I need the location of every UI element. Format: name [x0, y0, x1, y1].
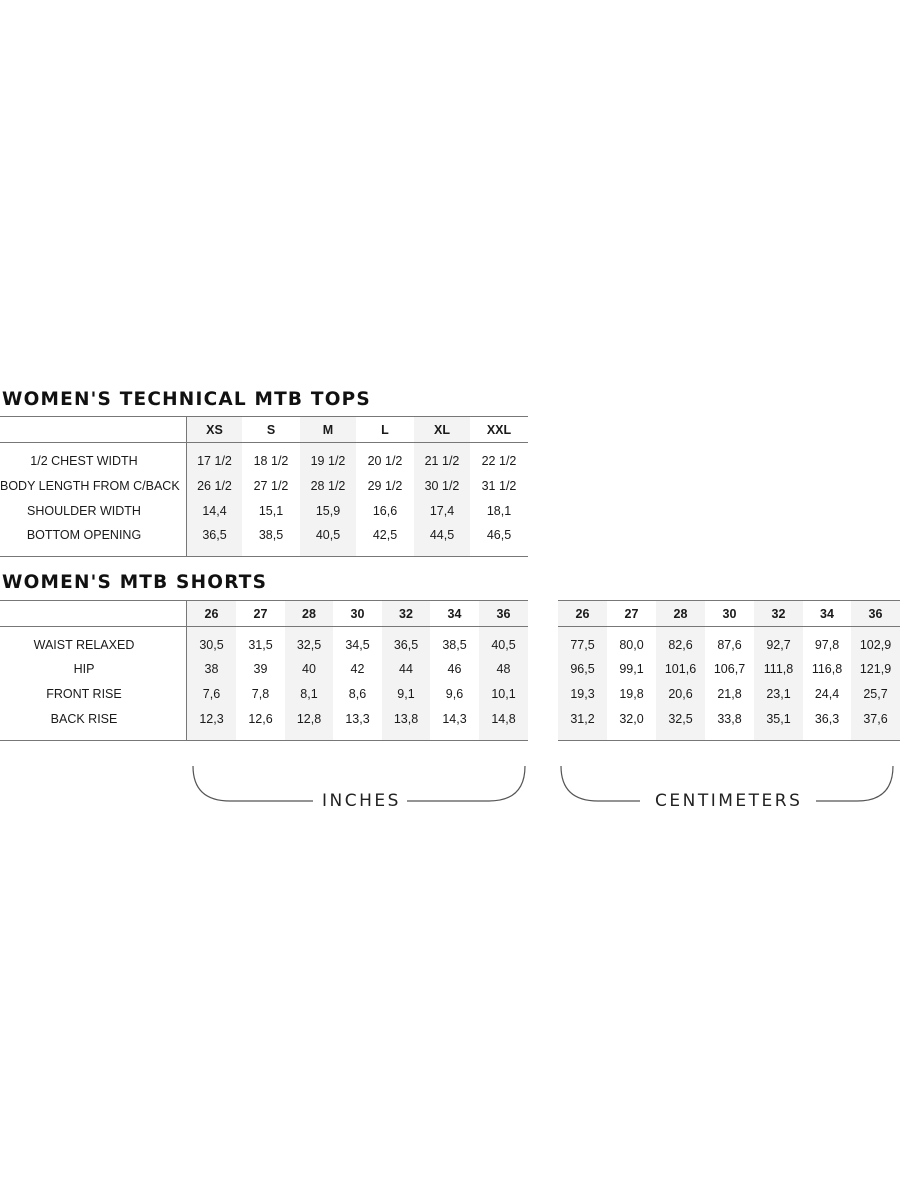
shorts-inches-cell: 48: [496, 662, 511, 676]
tops-cell: 40,5: [315, 528, 341, 542]
shorts-cm-cell: 97,8: [814, 638, 840, 652]
shorts-size-header: 28: [302, 607, 316, 621]
shorts-row-label: BACK RISE: [50, 712, 118, 726]
tops-cell: 15,1: [258, 504, 284, 518]
shorts-cm-size-header: 32: [771, 607, 786, 621]
shorts-size-header: 36: [496, 607, 511, 621]
shorts-cm-cell: 92,7: [766, 638, 791, 652]
tops-size-header: XS: [206, 423, 223, 437]
shorts-cm-cell: 35,1: [766, 712, 791, 726]
shorts-inches-cell: 40: [302, 662, 316, 676]
tops-size-header: M: [322, 423, 334, 437]
tops-cell: 44,5: [429, 528, 455, 542]
shorts-cm-cell: 77,5: [570, 638, 595, 652]
shorts-cm-cell: 111,8: [763, 662, 794, 676]
tops-cell: 15,9: [315, 504, 341, 518]
shorts-cm-size-header: 27: [624, 607, 639, 621]
tops-cell: 20 1/2: [367, 454, 403, 468]
shorts-cm-cell: 24,4: [814, 687, 840, 701]
shorts-inches-cell: 40,5: [491, 638, 516, 652]
tops-cell: 42,5: [372, 528, 398, 542]
shorts-inches-cell: 12,3: [199, 712, 224, 726]
shorts-inches-cell: 46: [447, 662, 462, 676]
shorts-inches-cell: 8,1: [300, 687, 318, 701]
shorts-inches-cell: 10,1: [491, 687, 516, 701]
shorts-cm-cell: 33,8: [717, 712, 742, 726]
tops-size-header: XXL: [486, 423, 512, 437]
shorts-cm-cell: 36,3: [814, 712, 840, 726]
shorts-cm-size-header: 30: [722, 607, 737, 621]
tops-cell: 46,5: [486, 528, 512, 542]
shorts-size-header: 34: [447, 607, 462, 621]
shorts-inches-cell: 32,5: [296, 638, 322, 652]
tops-cell: 26 1/2: [197, 479, 232, 493]
shorts-inches-cell: 30,5: [199, 638, 224, 652]
tops-cell: 16,6: [372, 504, 398, 518]
shorts-inches-cell: 13,3: [345, 712, 370, 726]
shorts-size-header: 27: [253, 607, 268, 621]
tops-cell: 18,1: [486, 504, 512, 518]
shorts-size-header: 26: [204, 607, 219, 621]
shorts-inches-cell: 42: [350, 662, 365, 676]
shorts-cm-cell: 31,2: [570, 712, 595, 726]
shorts-cm-cell: 32,0: [619, 712, 644, 726]
shorts-cm-cell: 32,5: [668, 712, 693, 726]
tops-cell: 22 1/2: [481, 454, 517, 468]
shorts-cm-cell: 25,7: [863, 687, 888, 701]
shorts-inches-cell: 7,8: [251, 687, 270, 701]
shorts-row-label: FRONT RISE: [46, 687, 122, 701]
tops-cell: 28 1/2: [310, 479, 346, 493]
shorts-cm-size-header: 36: [868, 607, 883, 621]
shorts-inches-cell: 9,6: [445, 687, 464, 701]
shorts-size-header: 30: [350, 607, 365, 621]
shorts-cm-cell: 87,6: [717, 638, 742, 652]
tops-row-label: SHOULDER WIDTH: [27, 504, 141, 518]
shorts-cm-cell: 21,8: [717, 687, 742, 701]
shorts-inches-cell: 44: [399, 662, 413, 676]
shorts-cm-size-header: 28: [673, 607, 688, 621]
shorts-row-label: WAIST RELAXED: [33, 638, 135, 652]
tops-row-label: BODY LENGTH FROM C/BACK: [0, 479, 180, 493]
tops-size-header: S: [266, 423, 276, 437]
tops-cell: 38,5: [258, 528, 284, 542]
shorts-size-header: 32: [399, 607, 413, 621]
shorts-cm-cell: 99,1: [619, 662, 644, 676]
shorts-inches-cell: 36,5: [393, 638, 419, 652]
shorts-cm-cell: 20,6: [668, 687, 693, 701]
shorts-cm-cell: 101,6: [664, 662, 697, 676]
tops-cell: 14,4: [202, 504, 227, 518]
shorts-inches-cell: 12,6: [248, 712, 273, 726]
shorts-inches-cell: 7,6: [202, 687, 221, 701]
shorts-cm-cell: 106,7: [713, 662, 746, 676]
tops-row-label: BOTTOM OPENING: [26, 528, 142, 542]
tops-cell: 29 1/2: [367, 479, 403, 493]
centimeters-label: CENTIMETERS: [655, 791, 803, 811]
tops-cell: 36,5: [202, 528, 227, 542]
shorts-inches-cell: 14,8: [491, 712, 516, 726]
tops-size-header: L: [381, 423, 389, 437]
shorts-row-label: HIP: [73, 662, 95, 676]
shorts-cm-cell: 116,8: [811, 662, 843, 676]
shorts-title: WOMEN'S MTB SHORTS: [2, 572, 268, 593]
shorts-cm-size-header: 26: [575, 607, 590, 621]
tops-cell: 17 1/2: [197, 454, 232, 468]
tops-row-label: 1/2 CHEST WIDTH: [30, 454, 138, 468]
tops-cell: 18 1/2: [253, 454, 289, 468]
shorts-cm-cell: 37,6: [863, 712, 888, 726]
tops-size-header: XL: [434, 423, 450, 437]
shorts-cm-size-header: 34: [820, 607, 834, 621]
shorts-inches-cell: 9,1: [397, 687, 415, 701]
shorts-inches-cell: 39: [253, 662, 268, 676]
shorts-cm-cell: 19,3: [570, 687, 595, 701]
shorts-inches-cell: 34,5: [345, 638, 370, 652]
inches-label: INCHES: [322, 791, 401, 811]
shorts-cm-cell: 96,5: [570, 662, 595, 676]
shorts-inches-cell: 8,6: [348, 687, 367, 701]
tops-cell: 31 1/2: [481, 479, 517, 493]
tops-cell: 27 1/2: [253, 479, 289, 493]
shorts-cm-cell: 80,0: [619, 638, 644, 652]
shorts-cm-cell: 121,9: [859, 662, 892, 676]
shorts-inches-cell: 13,8: [393, 712, 419, 726]
shorts-inches-cell: 14,3: [442, 712, 467, 726]
shorts-cm-cell: 102,9: [859, 638, 892, 652]
shorts-cm-cell: 23,1: [766, 687, 791, 701]
tops-cell: 21 1/2: [424, 454, 460, 468]
tops-cell: 19 1/2: [310, 454, 346, 468]
tops-cell: 17,4: [429, 504, 455, 518]
shorts-inches-cell: 38: [204, 662, 219, 676]
shorts-inches-cell: 31,5: [248, 638, 273, 652]
shorts-cm-cell: 19,8: [619, 687, 644, 701]
shorts-cm-cell: 82,6: [668, 638, 693, 652]
shorts-inches-cell: 38,5: [442, 638, 467, 652]
tops-cell: 30 1/2: [424, 479, 460, 493]
shorts-inches-cell: 12,8: [296, 712, 322, 726]
tops-title: WOMEN'S TECHNICAL MTB TOPS: [2, 389, 371, 410]
